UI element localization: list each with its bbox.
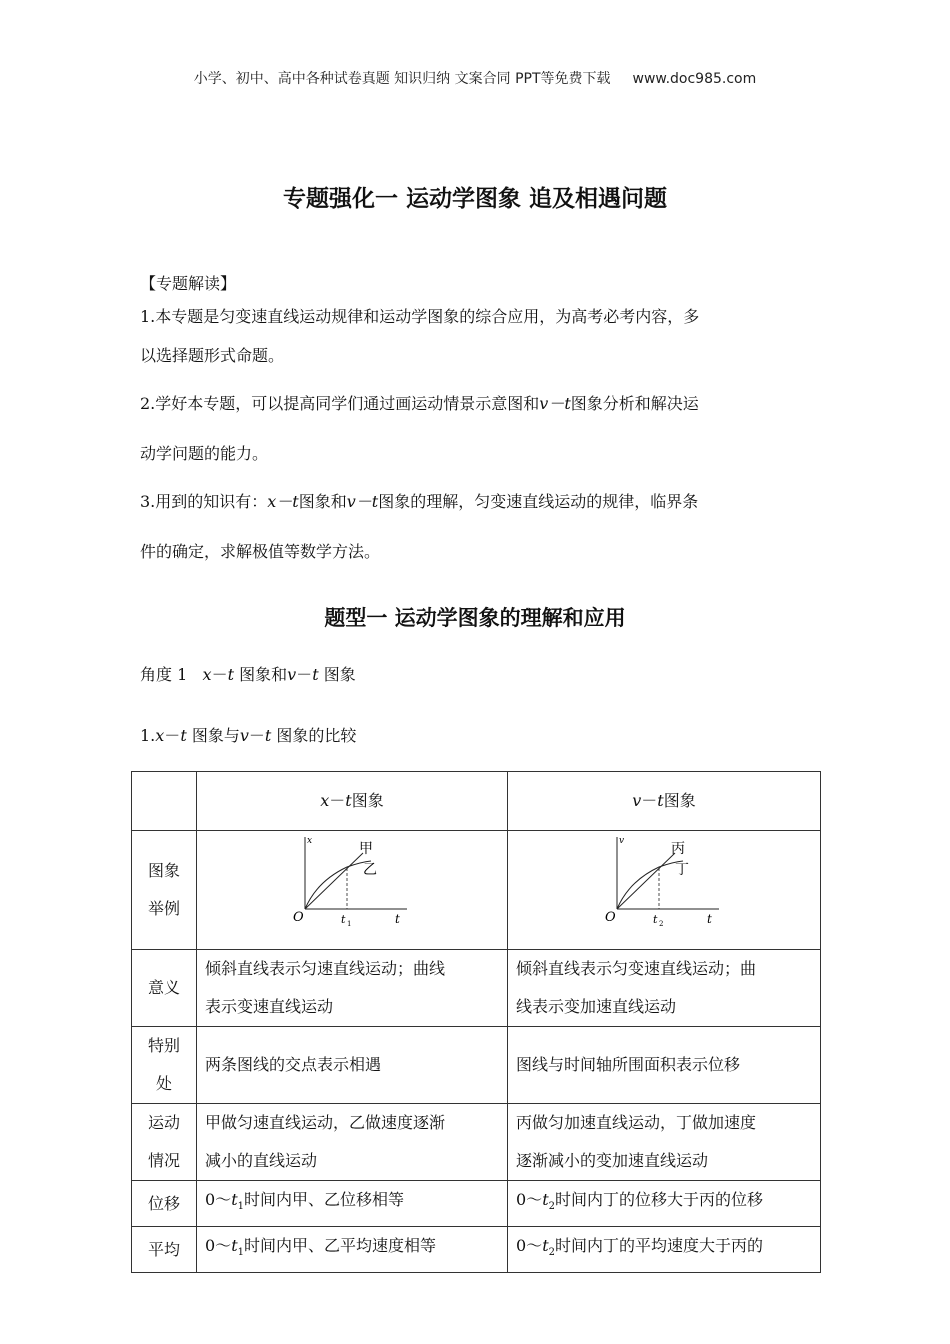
average-x-cell (197, 1227, 508, 1273)
row-label-example (132, 831, 197, 950)
label-yi: 乙 (363, 862, 377, 878)
p3-mid: 图象和 (298, 492, 347, 511)
motion-label-2: 情况 (147, 1151, 180, 1170)
special-label-2: 处 (155, 1074, 172, 1093)
example-label-2: 举例 (147, 899, 180, 918)
v-graph-tick-sub: 2 (659, 920, 664, 928)
compare-var3: v (239, 726, 249, 745)
section-subtitle: 题型一 运动学图象的理解和应用 (324, 606, 626, 630)
label-jia: 甲 (359, 841, 373, 857)
disp-x-pre: 0～ (205, 1190, 232, 1209)
table-row-displacement (132, 1181, 821, 1227)
meaning-v-line2: 线表示变加速直线运动 (516, 997, 677, 1016)
compare-suffix: 图象的比较 (271, 726, 357, 745)
compare-prefix: 1. (140, 726, 156, 745)
header-url[interactable]: www.doc985.com (632, 71, 757, 87)
p2-var: v－t (539, 394, 571, 413)
x-graph-tick-sub: 1 (347, 920, 352, 928)
curve-yi (305, 861, 371, 909)
compare-var1: x (155, 726, 165, 745)
avg-x-var: t (231, 1236, 238, 1256)
angle-mid3: － (296, 665, 313, 684)
meaning-x-cell (197, 950, 508, 1027)
comparison-heading (140, 723, 356, 746)
header-text: 小学、初中、高中各种试卷真题 知识归纳 文案合同 PPT等免费下载 (193, 71, 611, 87)
disp-v-sub: 2 (548, 1201, 555, 1213)
displacement-v-cell (508, 1181, 821, 1227)
v-graph-t-label: t (707, 912, 712, 926)
x-graph-tick-var: t (341, 913, 346, 926)
avg-x-sub: 1 (237, 1247, 244, 1259)
angle-var1: x (202, 665, 212, 684)
row-label-meaning: 意义 (132, 950, 197, 1027)
p3-pre: 3.用到的知识有： (140, 492, 268, 511)
paragraph-2-line-1 (140, 391, 815, 414)
avg-v-post: 时间内丁的平均速度大于丙的 (555, 1236, 764, 1256)
angle-mid2: 图象和 (234, 665, 288, 684)
avg-v-pre: 0～ (516, 1236, 543, 1256)
v-graph-origin: O (605, 910, 616, 925)
compare-dash1: － (164, 726, 181, 745)
angle-mid1: － (211, 665, 228, 684)
disp-v-pre: 0～ (516, 1190, 543, 1209)
angle-var3: v (287, 665, 297, 684)
line-jia (305, 853, 363, 909)
col-x-label: 图象 (351, 791, 384, 810)
x-graph-origin: O (293, 910, 304, 925)
table-row-meaning (132, 950, 821, 1027)
line-bing (617, 853, 675, 909)
angle-var4: t (312, 665, 319, 684)
paragraph-1-line-2: 以选择题形式命题。 (140, 346, 285, 365)
comparison-table (131, 771, 821, 1273)
paragraph-2-line-2: 动学问题的能力。 (140, 444, 269, 463)
col-x-var2: t (345, 791, 352, 810)
col-header-v-t (508, 772, 821, 831)
p2-pre: 2.学好本专题，可以提高同学们通过画运动情景示意图和 (140, 394, 540, 413)
compare-mid: 图象与 (186, 726, 240, 745)
v-graph-y-label: v (619, 836, 625, 846)
p3-post: 图象的理解，匀变速直线运动的规律，临界条 (378, 492, 699, 511)
disp-v-post: 时间内丁的位移大于丙的位移 (555, 1190, 764, 1209)
page-title: 专题强化一 运动学图象 追及相遇问题 (282, 186, 667, 212)
avg-v-var: t (542, 1236, 549, 1256)
col-x-dash: － (329, 791, 346, 810)
disp-x-post: 时间内甲、乙位移相等 (244, 1190, 405, 1209)
paragraph-1-line-1 (140, 304, 815, 327)
p2-post: 图象分析和解决运 (570, 394, 699, 413)
v-t-graph-cell (508, 831, 821, 950)
disp-x-var: t (231, 1190, 238, 1209)
x-t-graph (287, 831, 417, 935)
example-label-1: 图象 (147, 861, 180, 880)
meaning-v-cell (508, 950, 821, 1027)
displacement-x-cell (197, 1181, 508, 1227)
paragraph-3-line-1 (140, 489, 815, 512)
col-v-dash: － (641, 791, 658, 810)
special-x-cell: 两条图线的交点表示相遇 (197, 1027, 508, 1104)
curve-ding (617, 861, 683, 909)
angle-var2: t (227, 665, 235, 684)
page-header (0, 68, 950, 88)
v-t-graph (599, 831, 729, 935)
col-v-label: 图象 (663, 791, 696, 810)
special-v-cell: 图线与时间轴所围面积表示位移 (508, 1027, 821, 1104)
table-corner-cell (132, 772, 197, 831)
col-v-var1: v (632, 791, 642, 810)
compare-var4: t (264, 726, 272, 745)
col-v-var2: t (657, 791, 664, 810)
disp-x-sub: 1 (237, 1201, 244, 1213)
motion-x-line1: 甲做匀速直线运动，乙做速度逐渐 (205, 1113, 446, 1132)
compare-var2: t (180, 726, 187, 745)
angle-heading (140, 662, 356, 685)
row-label-displacement: 位移 (132, 1181, 197, 1227)
angle-prefix: 角度 1 (140, 665, 188, 684)
p3-var2: v－t (346, 492, 379, 511)
x-graph-t-label: t (395, 912, 400, 926)
compare-dash2: － (248, 726, 265, 745)
x-t-graph-cell (197, 831, 508, 950)
col-header-x-t (197, 772, 508, 831)
motion-v-cell (508, 1104, 821, 1181)
angle-suffix: 图象 (318, 665, 356, 684)
label-bing: 丙 (671, 841, 685, 857)
row-label-motion (132, 1104, 197, 1181)
motion-x-cell (197, 1104, 508, 1181)
avg-x-post: 时间内甲、乙平均速度相等 (244, 1236, 437, 1256)
x-graph-y-label: x (307, 836, 313, 846)
avg-x-pre: 0～ (205, 1236, 232, 1256)
average-v-cell (508, 1227, 821, 1273)
table-header-row (132, 772, 821, 831)
p1-line1-text: 1.本专题是匀变速直线运动规律和运动学图象的综合应用，为高考必考内容，多 (140, 307, 700, 326)
table-row-motion (132, 1104, 821, 1181)
p3-var1: x－t (267, 492, 299, 511)
meaning-v-line1: 倾斜直线表示匀变速直线运动；曲 (516, 959, 757, 978)
col-x-var1: x (320, 791, 330, 810)
row-label-average: 平均 (132, 1227, 197, 1273)
motion-v-line2: 逐渐减小的变加速直线运动 (516, 1151, 709, 1170)
motion-v-line1: 丙做匀加速直线运动，丁做加速度 (516, 1113, 757, 1132)
motion-label-1: 运动 (147, 1113, 180, 1132)
v-graph-tick-var: t (653, 913, 658, 926)
paragraph-3-line-2: 件的确定，求解极值等数学方法。 (140, 542, 381, 561)
table-row-special (132, 1027, 821, 1104)
section-label: 【专题解读】 (140, 274, 237, 293)
avg-v-sub: 2 (548, 1247, 555, 1259)
table-row-average (132, 1227, 821, 1273)
table-row-example (132, 831, 821, 950)
meaning-x-line1: 倾斜直线表示匀速直线运动；曲线 (205, 959, 446, 978)
label-ding: 丁 (675, 862, 689, 878)
disp-v-var: t (542, 1190, 549, 1209)
row-label-special (132, 1027, 197, 1104)
special-label-1: 特别 (147, 1036, 180, 1055)
meaning-x-line2: 表示变速直线运动 (205, 997, 334, 1016)
motion-x-line2: 减小的直线运动 (205, 1151, 318, 1170)
